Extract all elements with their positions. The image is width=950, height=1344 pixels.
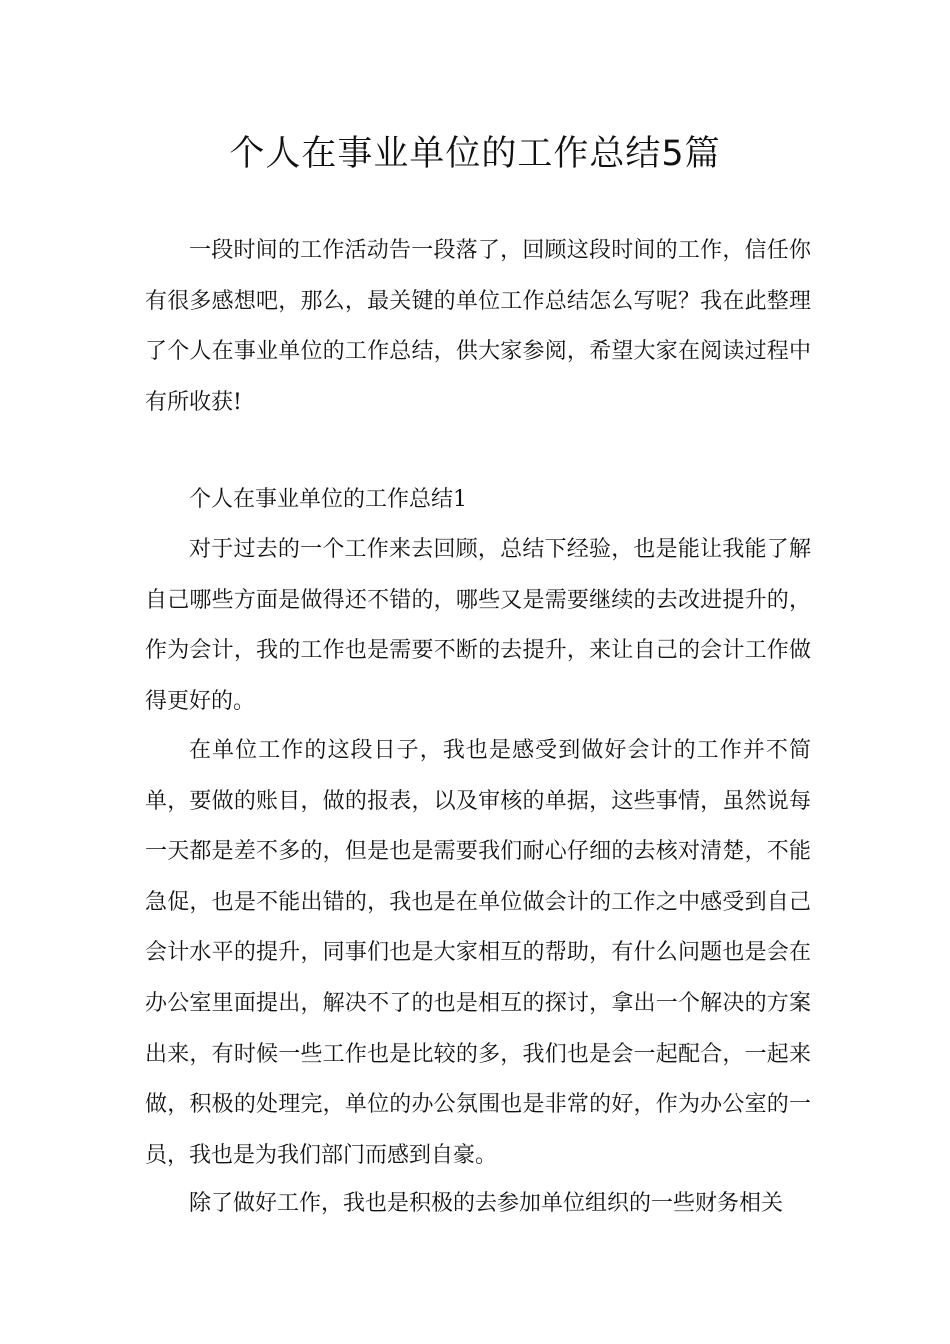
- body-paragraph: 除了做好工作，我也是积极的去参加单位组织的一些财务相关: [189, 1191, 784, 1216]
- document-title: 个人在事业单位的工作总结5篇: [229, 134, 721, 174]
- body-paragraph: 对于过去的一个工作来去回顾，总结下经验，也是能让我能了解自己哪些方面是做得还不错的，哪些又是需要继续的去改进提升的，作为会计，我的工作也是需要不断的去提升，来让自己的会计工作做得更好的。: [145, 537, 811, 714]
- body-paragraph: 在单位工作的这段日子，我也是感受到做好会计的工作并不简单，要做的账目，做的报表，以及审核的单据，这些事情，虽然说每一天都是差不多的，但是也是需要我们耐心仔细的去核对清楚，不能急促，也是不能出错的，我也是在单位做会计的工作之中感受到自己会计水平的提升，同事们也是大家相互的帮助，有什么问题也是会在办公室里面提出，解决不了的也是相互的探讨，拿出一个解决的方案出来，有时候一些工作也是比较的多，我们也是会一起配合，一起来做，积极的处理完，单位的办公氛围也是非常的好，作为办公室的一员，我也是为我们部门而感到自豪。: [145, 738, 811, 1168]
- section-heading: 个人在事业单位的工作总结1: [189, 487, 467, 512]
- intro-paragraph: 一段时间的工作活动告一段落了，回顾这段时间的工作，信任你有很多感想吧，那么，最关键的单位工作总结怎么写呢？我在此整理了个人在事业单位的工作总结，供大家参阅，希望大家在阅读过程中有所收获!: [145, 238, 811, 415]
